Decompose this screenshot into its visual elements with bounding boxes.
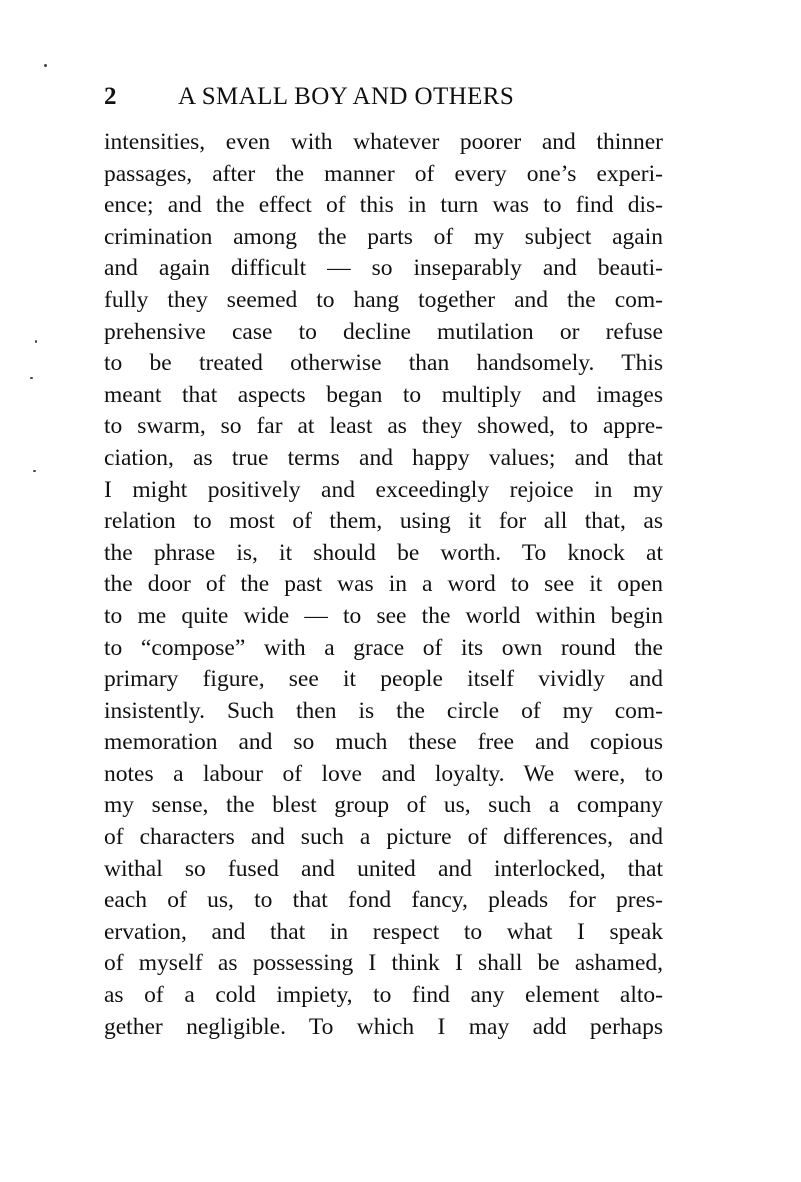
text-line: to “compose” with a grace of its own round the — [104, 634, 663, 661]
text-line: memoration and so much these free and copious — [104, 729, 663, 756]
text-line: gether negligible. To which I may add perhaps — [104, 1013, 663, 1040]
scan-speck — [30, 377, 33, 379]
text-line: ciation, as true terms and happy values; and that — [104, 444, 663, 471]
text-line: to me quite wide — to see the world within begin — [104, 602, 663, 629]
text-line: passages, after the manner of every one’s experi- — [104, 160, 663, 187]
scan-speck — [33, 470, 36, 472]
text-line: notes a labour of love and loyalty. We were, to — [104, 760, 663, 787]
text-line: primary figure, see it people itself vividly and — [104, 666, 663, 693]
text-line: to swarm, so far at least as they showed, to appre- — [104, 413, 663, 440]
text-line: meant that aspects began to multiply and images — [104, 381, 663, 408]
text-line: each of us, to that fond fancy, pleads for pres- — [104, 887, 663, 914]
text-line: my sense, the blest group of us, such a company — [104, 792, 663, 819]
scan-speck — [35, 340, 37, 343]
text-line: withal so fused and united and interlocked, that — [104, 855, 663, 882]
book-title: A SMALL BOY AND OTHERS — [178, 83, 515, 110]
body-text — [104, 127, 663, 1043]
running-head — [104, 80, 664, 114]
text-line: ervation, and that in respect to what I speak — [104, 918, 663, 945]
text-line: crimination among the parts of my subject again — [104, 223, 663, 250]
text-line: intensities, even with whatever poorer and thinner — [104, 129, 663, 155]
text-line: relation to most of them, using it for all that, as — [104, 508, 663, 535]
text-line: prehensive case to decline mutilation or refuse — [104, 318, 663, 345]
text-line: as of a cold impiety, to find any element alto- — [104, 982, 663, 1009]
text-line: and again difficult — so inseparably and beauti- — [104, 255, 663, 282]
text-line: of characters and such a picture of differences, and — [104, 824, 663, 851]
scan-speck — [44, 64, 47, 67]
text-line: I might positively and exceedingly rejoice in my — [104, 476, 663, 503]
text-line: the phrase is, it should be worth. To knock at — [104, 539, 663, 566]
text-line: ence; and the effect of this in turn was to find dis- — [104, 192, 663, 219]
text-line: the door of the past was in a word to see it open — [104, 571, 663, 598]
page-number: 2 — [104, 83, 117, 110]
text-line: insistently. Such then is the circle of my com- — [104, 697, 663, 724]
text-line: fully they seemed to hang together and the com- — [104, 286, 663, 313]
text-line: to be treated otherwise than handsomely. This — [104, 350, 663, 377]
text-line: of myself as possessing I think I shall be ashamed, — [104, 950, 663, 977]
